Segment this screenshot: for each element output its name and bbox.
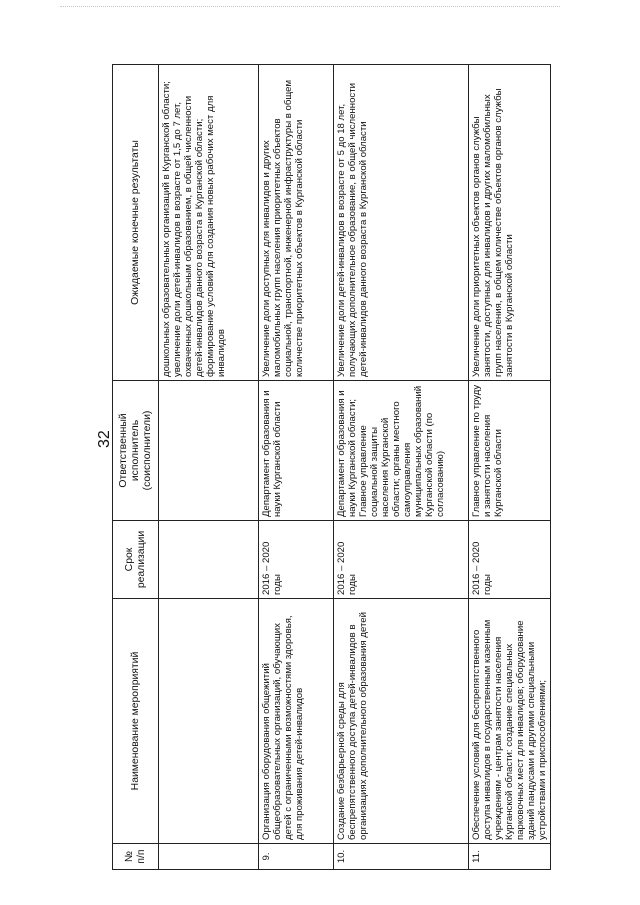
header-executor: Ответственный исполнитель (соисполнители): [113, 381, 159, 521]
cell-term: 2016 – 2020 годы: [334, 521, 469, 599]
cell-executor: Главное управление по труду и занятости населения Курганской области: [469, 381, 551, 521]
cell-executor: Департамент образования и науки Курганской области; Главное управление социальной защиты населения Курганской области; органы местного самоуправления муниципальных образований Курганской области (по согласованию): [334, 381, 469, 521]
cell-executor: [159, 381, 259, 521]
cell-num: 9.: [259, 844, 334, 870]
table-row: [334, 65, 469, 870]
page-number: 32: [96, 430, 113, 448]
cell-num: 10.: [334, 844, 469, 870]
cell-results: Увеличение доли детей-инвалидов в возрасте от 5 до 18 лет, получающих дополнительное образование, в общей численности детей-инвалидов данного возраста в Курганской области: [334, 65, 469, 381]
cell-term: [159, 521, 259, 599]
header-num: № п/п: [113, 844, 159, 870]
cell-name: Обеспечение условий для беспрепятственного доступа инвалидов в государственным казенным учреждениям - центрам занятости населения Курганской области: создание специальных парковочных мест для инвалидов; оборудование зданий пандусами и другими специальными устройствами и приспособлениями;: [469, 599, 551, 844]
cell-term: 2016 – 2020 годы: [259, 521, 334, 599]
cell-executor: Департамент образования и науки Курганской области: [259, 381, 334, 521]
cell-results: Увеличение доли приоритетных объектов органов службы занятости, доступных для инвалидов и других маломобильных групп населения, в общем количестве объектов органов службы занятости в Курганской области: [469, 65, 551, 381]
cell-name: [159, 599, 259, 844]
scan-top-line: [60, 6, 560, 7]
cell-term: 2016 – 2020 годы: [469, 521, 551, 599]
cell-num: [159, 844, 259, 870]
table-row-continuation: [159, 65, 259, 870]
table-row: [259, 65, 334, 870]
cell-num: 11.: [469, 844, 551, 870]
cell-results: Увеличение доли доступных для инвалидов и других маломобильных групп населения приоритетных объектов социальной, транспортной, инженерной инфраструктуры в общем количестве приоритетных объектов в Курганской области: [259, 65, 334, 381]
cell-name: Создание безбарьерной среды для беспрепятственного доступа детей-инвалидов в организациях дополнительного образования детей: [334, 599, 469, 844]
header-term: Срок реализации: [113, 521, 159, 599]
header-name: Наименование мероприятий: [113, 599, 159, 844]
cell-name: Организация оборудования общежитий общеобразовательных организаций, обучающих детей с ограниченными возможностями здоровья, для проживания детей-инвалидов: [259, 599, 334, 844]
measures-table-rotated: [112, 65, 548, 870]
table-header-row: [113, 65, 159, 870]
measures-table: [112, 64, 551, 870]
cell-results: дошкольных образовательных организаций в Курганской области; увеличение доли детей-инвалидов в возрасте от 1,5 до 7 лет, охваченных дошкольным образованием, в общей численности детей-инвалидов данного возраста в Курганской области; формирование условий для создания новых рабочих мест для инвалидов: [159, 65, 259, 381]
header-results: Ожидаемые конечные результаты: [113, 65, 159, 381]
table-row: [469, 65, 551, 870]
